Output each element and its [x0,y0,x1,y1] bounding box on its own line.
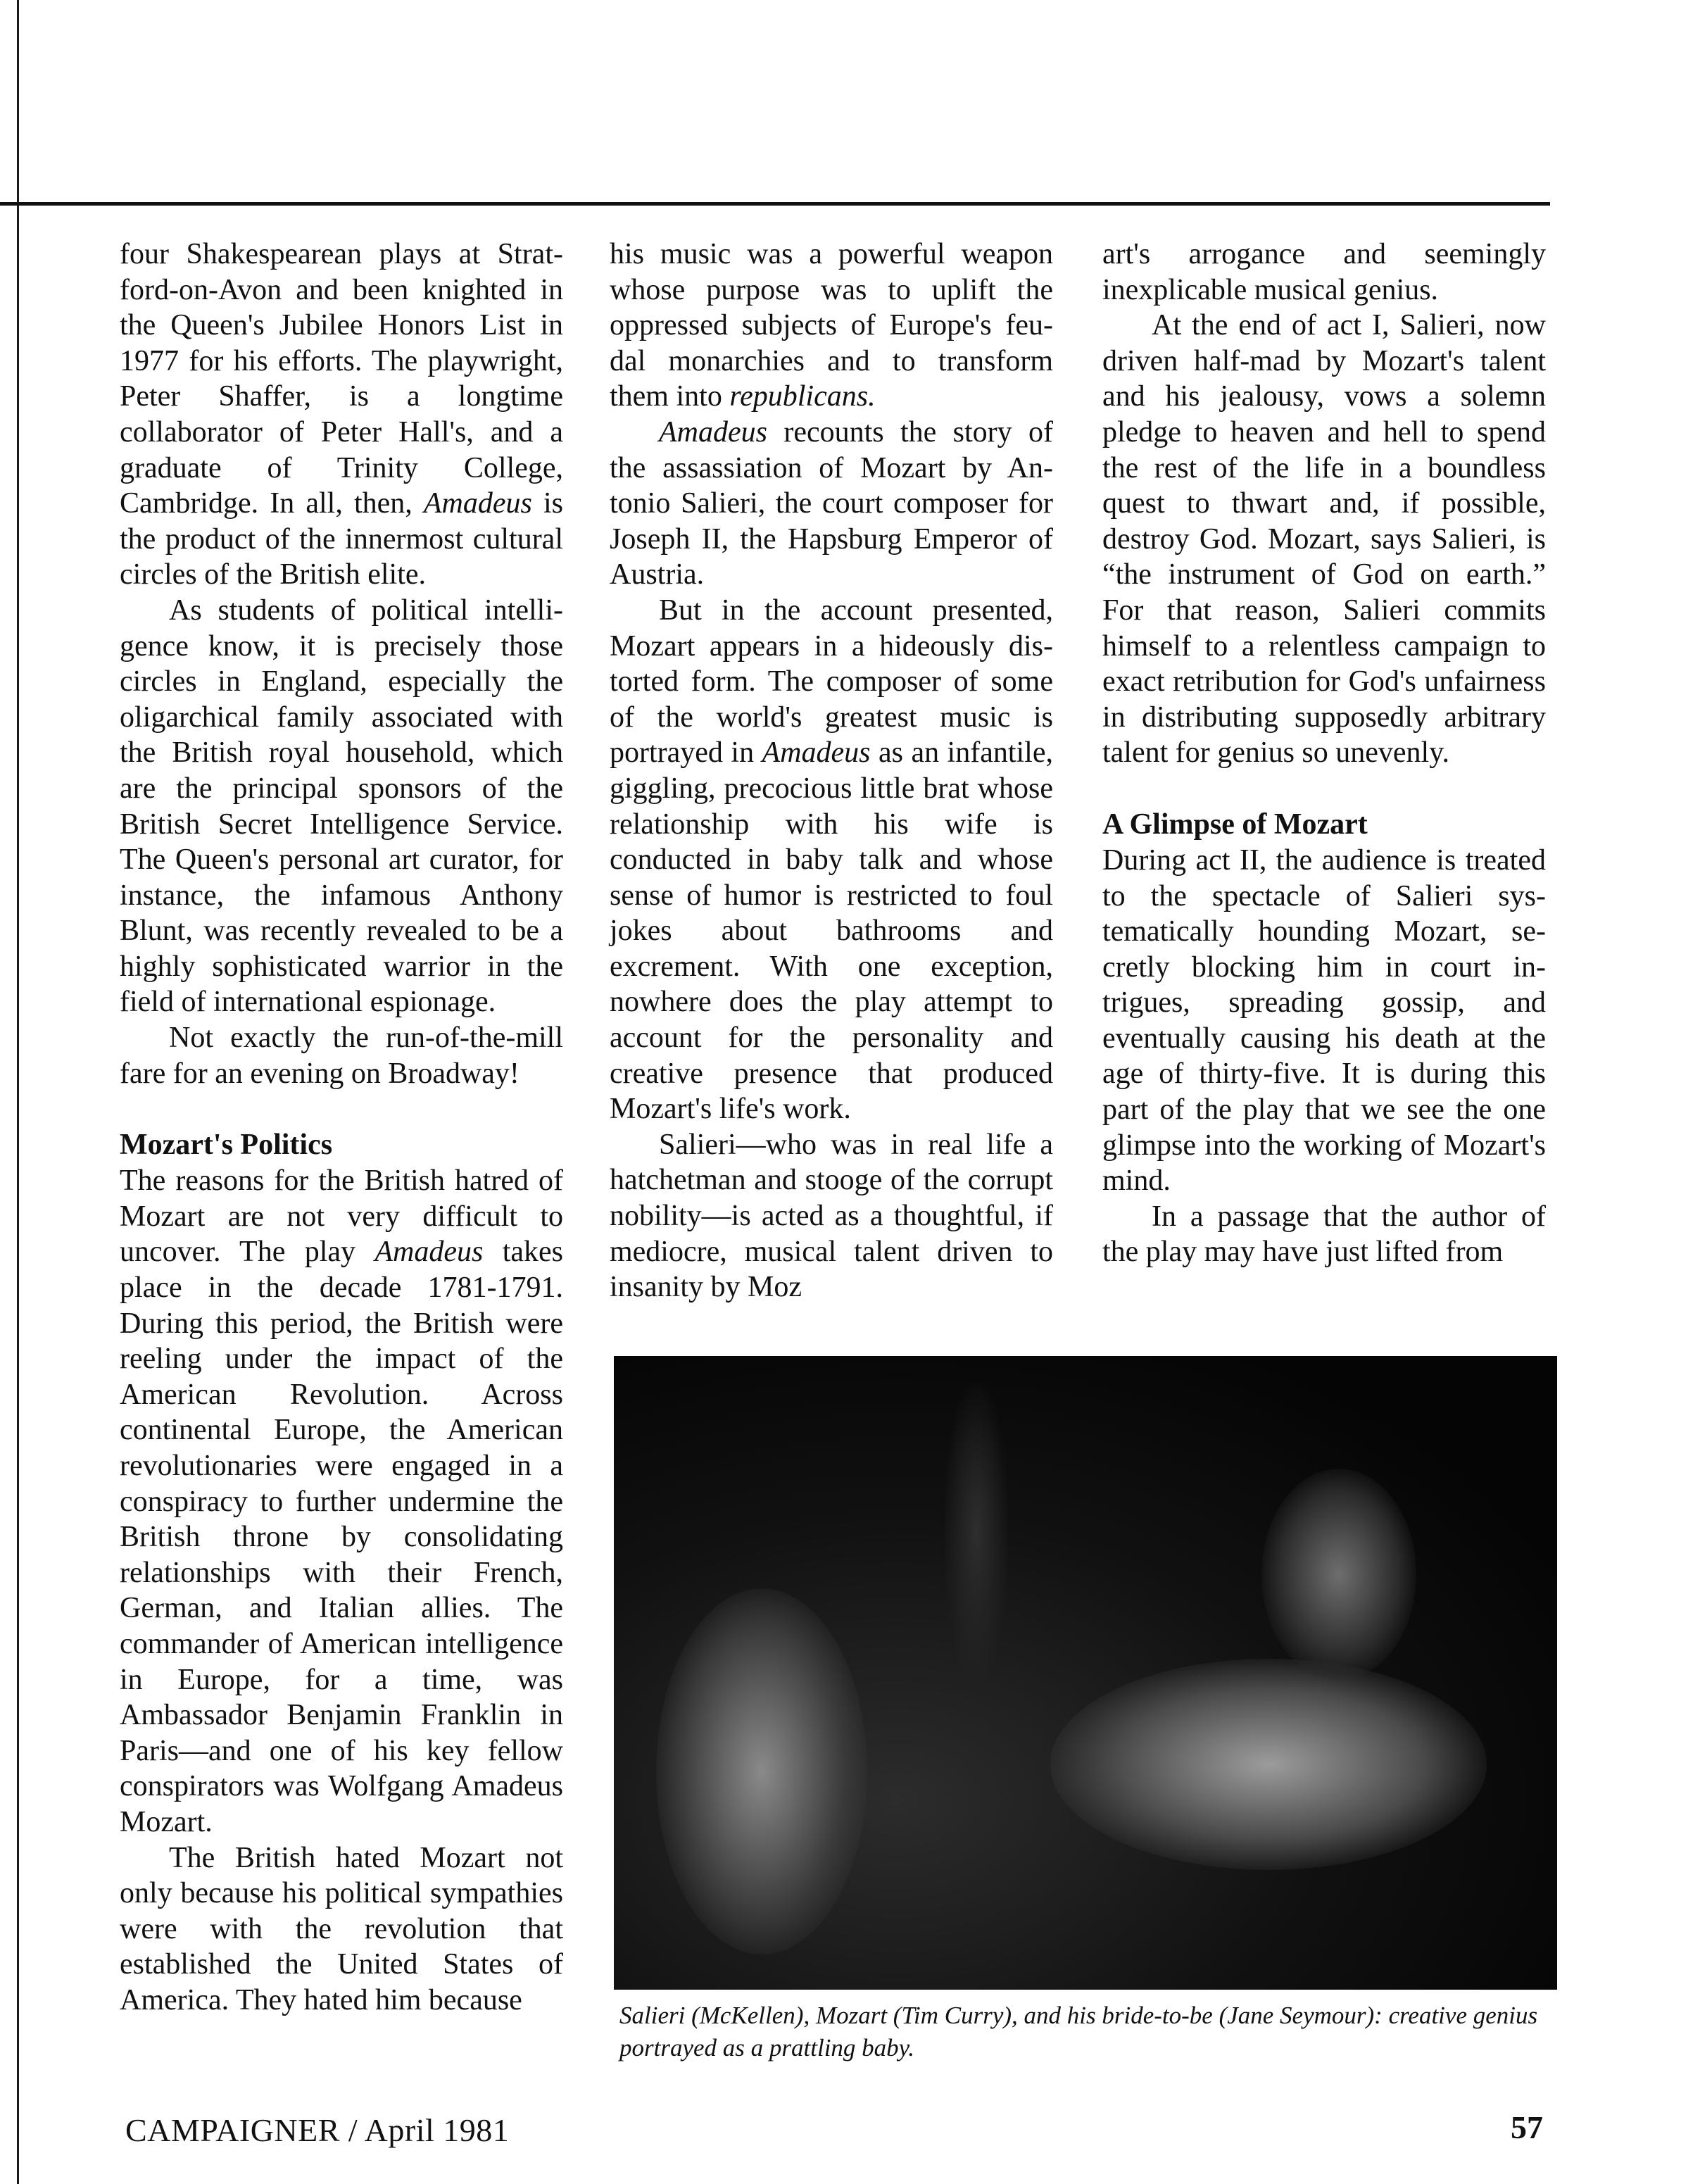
paragraph: As students of political intelligence know, it is precisely those circles in England, especially the oligarchical family associated with the British royal household, which are the principal sponsors of the British Secret Intelligence Service. The Queen's personal art curator, for instance, the infamous Anthony Blunt, was recently revealed to be a highly sophisticated warrior in the field of international espionage. [120,594,563,1019]
page-number: 57 [1511,2109,1543,2145]
paragraph: But in the account presented, Mozart appears in a hideously distorted form. The composer of some of the world's greatest music is portrayed in Amadeus as an infantile, giggling, precocious little brat whose relationship with his wife is conducted in baby talk and whose sense of humor is restricted to foul jokes about bathrooms and excrement. With one exception, nowhere does the play attempt to account for the personality and creative presence that produced Mozart's life's work. [610,594,1053,1126]
background-pillar [945,1384,1008,1680]
section-heading-glimpse-of-mozart: A Glimpse of Mozart [1102,808,1368,841]
paragraph: his music was a powerful weapon whose purpose was to uplift the oppressed subjects of Europe's feudal monarchies and to transform them into republicans. [610,238,1053,413]
text-column-3 [1102,237,1546,1270]
paragraph: Not exactly the run-of-the-mill fare for an evening on Broadway! [120,1022,563,1090]
left-margin-rule [17,0,19,2184]
text-column-1 [120,237,563,2019]
paragraph: Amadeus recounts the story of the assassiation of Mozart by Antonio Salieri, the court composer for Joseph II, the Hapsburg Emperor of Austria. [610,415,1053,591]
paragraph: At the end of act I, Salieri, now driven half-mad by Mozart's talent and his jealousy, vows a solemn pledge to heaven and hell to spend the rest of the life in a boundless quest to thwart and, if possible, destroy God. Mozart, says Salieri, is “the instrument of God on earth.” For that reason, Salieri commits himself to a relentless campaign to exact retribution for God's unfairness in distributing supposedly arbitrary talent for genius so unevenly. [1102,309,1546,770]
section-heading-mozarts-politics: Mozart's Politics [120,1129,333,1162]
stage-photograph [614,1356,1557,1990]
paragraph: Salieri—who was in real life a hatchetman and stooge of the corrupt nobility—is acted as a thoughtful, if mediocre, musical talent driven to insanity by Moz [610,1128,1053,1304]
photo-caption: Salieri (McKellen), Mozart (Tim Curry), and his bride-to-be (Jane Seymour): creative genius portrayed as a prattling baby. [619,2002,1538,2061]
paragraph: In a passage that the author of the play may have just lifted from [1102,1200,1546,1269]
publication-footer: CAMPAIGNER / April 1981 [125,2112,510,2148]
paragraph: four Shakespearean plays at Stratford-on-Avon and been knighted in the Queen's Jubilee Honors List in 1977 for his efforts. The playwright, Peter Shaffer, is a longtime collaborator of Peter Hall's, and a graduate of Trinity College, Cambridge. In all, then, Amadeus is the product of the innermost cultural circles of the British elite. [120,238,563,591]
paragraph: The reasons for the British hatred of Mozart are not very difficult to uncover. The play Amadeus takes place in the decade 1781-1791. During this period, the British were reeling under the impact of the American Revolution. Across continental Europe, the American revolutionaries were engaged in a conspiracy to further undermine the British throne by consolidating relationships with their French, German, and Italian allies. The commander of American intelligence in Europe, for a time, was Ambassador Benjamin Franklin in Paris—and one of his key fellow conspirators was Wolfgang Amadeus Mozart. [120,1165,563,1838]
seated-figure [656,1588,867,1954]
standing-figure [1261,1469,1416,1680]
paragraph: art's arrogance and seemingly inexplicable musical genius. [1102,238,1546,306]
reclining-figure [1050,1659,1487,1870]
header-rule [0,202,1550,206]
paragraph: The British hated Mozart not only because his political sympathies were with the revolution that established the United States of America. They hated him because [120,1841,563,2016]
text-column-2 [610,237,1053,1305]
paragraph: During act II, the audience is treated to the spectacle of Salieri systematically hounding Mozart, secretly blocking him in court intrigues, spreading gossip, and eventually causing his death at the age of thirty-five. It is during this part of the play that we see the one glimpse into the working of Mozart's mind. [1102,843,1546,1198]
